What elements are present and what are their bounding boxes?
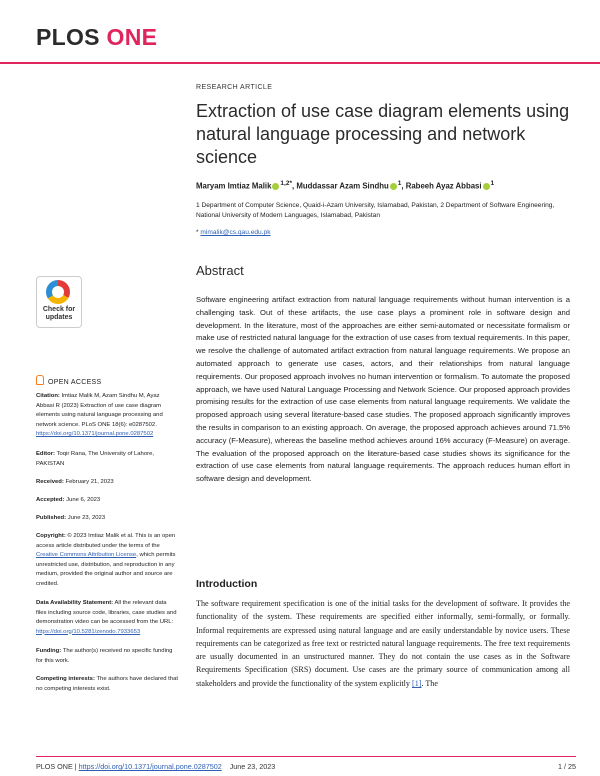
funding-block	[36, 647, 178, 666]
article-type: RESEARCH ARTICLE	[196, 84, 273, 91]
open-access	[36, 375, 101, 386]
accepted-label: Accepted:	[36, 497, 65, 503]
data-availability-block	[36, 599, 178, 637]
author-name[interactable]: Rabeeh Ayaz Abbasi	[405, 181, 482, 191]
data-availability-text: All the relevant data files including source code, libraries, case studies and demonstration video can be accessed from the URL:	[36, 600, 177, 625]
open-access-label: OPEN ACCESS	[48, 379, 102, 386]
license-link[interactable]: Creative Commons Attribution License	[36, 552, 137, 558]
badge-text	[37, 306, 81, 322]
citation-doi-link[interactable]: https://doi.org/10.1371/journal.pone.0287502	[36, 431, 154, 437]
logo-plos: PLOS	[36, 24, 100, 50]
citation-block	[36, 392, 178, 440]
author-name[interactable]: Muddassar Azam Sindhu	[296, 181, 389, 191]
header-rule	[0, 62, 600, 64]
check-updates-icon	[46, 280, 70, 304]
corresponding-email	[196, 229, 271, 236]
copyright-label: Copyright:	[36, 533, 66, 539]
page-number: 1 / 25	[558, 762, 576, 771]
editor-label: Editor:	[36, 451, 55, 457]
orcid-icon[interactable]	[483, 183, 490, 190]
abstract-text: Software engineering artifact extraction from natural language requirements without human intervention is a challenging task. Out of these artifacts, the use case plays a prominent role in software design and development. In the literature, most of the approaches are either semi-automated or necessitate formalism or make use of restricted natural language for the extraction of use cases from textual requirements. In this paper, we resolve the challenge of automated artifact extraction from natural language requirements. We propose an automated approach to generate use cases, actors, and their relationships from natural language requirements. Our proposed approach involves no human intervention or formalism. To automate the proposed approach, we have used Natural Language Processing and Network Science. Our proposed approach provides promising results for the extraction of use case elements from natural language requirements. We validate the proposed approach using several literature-based case studies. The proposed approach significantly improves the results in comparison to an existing approach. On average, the proposed approach achieves around 71.5% accuracy (F-Measure), whereas the baseline method achieves around 16% accuracy (F-Measure) on average. The evaluation of the proposed approach on the literature-based case studies shows its significance for the extraction of use case elements from natural language requirements. The approach reduces human effort in software design and development.	[196, 295, 571, 484]
competing-label: Competing interests:	[36, 676, 95, 682]
intro-body: The software requirement specification is one of the initial tasks for the development of software. It provides the functionality of the system. These requirements are specified either informally, semi-formally, or formally. Informal requirements are expressed using natural language and are easily understandable by novice users. These requirements can be categorized as free text or restricted natural language requirements. The free text requirements are usually documented in an unstructured manner. They do not contain the use cases as in the Software Requirements Specification (SRS) document. Use cases are the primary source of communication among all stakeholders and provide the functionality of the system explicitly	[196, 599, 570, 688]
citation-text: Imtiaz Malik M, Azam Sindhu M, Ayaz Abbasi R (2023) Extraction of use case diagram elements using natural language processing and network science. PLoS ONE 18(6): e0287502.	[36, 393, 163, 428]
orcid-icon[interactable]	[390, 183, 397, 190]
zenodo-link[interactable]: https://doi.org/10.5281/zenodo.7933653	[36, 628, 141, 635]
competing-text: The authors have declared that no competing interests exist.	[36, 676, 178, 692]
introduction-heading: Introduction	[196, 578, 258, 590]
funding-text: The author(s) received no specific funding for this work.	[36, 648, 173, 664]
published-text: June 23, 2023	[67, 515, 106, 521]
copyright-text: © 2023 Imtiaz Malik et al. This is an open access article distributed under the terms of the	[36, 533, 176, 549]
received-text: February 21, 2023	[65, 479, 114, 485]
open-lock-icon	[36, 375, 44, 385]
author-name[interactable]: Maryam Imtiaz Malik	[196, 181, 272, 191]
badge-line2: updates	[45, 314, 73, 321]
funding-label: Funding:	[36, 648, 62, 654]
abstract-heading: Abstract	[196, 263, 244, 278]
editor-text: Toqir Rana, The University of Lahore, PAKISTAN	[36, 451, 154, 467]
introduction-text	[196, 597, 570, 690]
editor-block	[36, 450, 178, 469]
check-for-updates-badge[interactable]	[36, 276, 82, 328]
received-block	[36, 478, 178, 488]
copyright-block	[36, 532, 178, 589]
author-sup: 1	[490, 180, 495, 187]
competing-interests-block	[36, 675, 178, 694]
page-footer: PLOS ONE | https://doi.org/10.1371/journal.pone.0287502 June 23, 2023 1 / 25	[36, 762, 576, 771]
email-marker: *	[196, 229, 199, 236]
footer-date: June 23, 2023	[229, 762, 276, 771]
orcid-icon[interactable]	[272, 183, 279, 190]
intro-body-end: . The	[421, 678, 438, 688]
author-list: Maryam Imtiaz Malik $^{1,2*}$, Muddassar Azam Sindhu $^1$, Rabeeh Ayaz Abbasi $^1$	[196, 180, 495, 191]
badge-line1: Check for	[42, 306, 76, 313]
author-sup: 1	[397, 180, 402, 187]
affiliations: 1 Department of Computer Science, Quaid-i-Azam University, Islamabad, Pakistan, 2 Department of Software Engineering, National University of Modern Languages, Islamabad, Pakistan	[196, 202, 555, 219]
article-title: Extraction of use case diagram elements using natural language processing and network science	[196, 101, 570, 167]
logo-one: ONE	[106, 24, 158, 50]
footer-rule	[36, 756, 576, 757]
data-availability-label: Data Availability Statement:	[36, 600, 114, 606]
footer-journal: PLOS ONE	[36, 762, 73, 771]
footer-doi-link[interactable]: https://doi.org/10.1371/journal.pone.0287502	[78, 762, 222, 771]
email-link[interactable]: mimalik@cs.qau.edu.pk	[200, 229, 271, 236]
published-label: Published:	[36, 515, 67, 521]
citation-label: Citation:	[36, 393, 60, 399]
received-label: Received:	[36, 479, 64, 485]
copyright-text-end: , which permits unrestricted use, distribution, and reproduction in any medium, provided the original author and source are credited.	[36, 552, 176, 587]
published-block	[36, 514, 178, 524]
accepted-block	[36, 496, 178, 506]
author-sup: 1,2*	[280, 180, 292, 187]
accepted-text: June 6, 2023	[66, 497, 101, 503]
journal-logo	[36, 24, 157, 51]
reference-link[interactable]: [1]	[412, 678, 422, 688]
